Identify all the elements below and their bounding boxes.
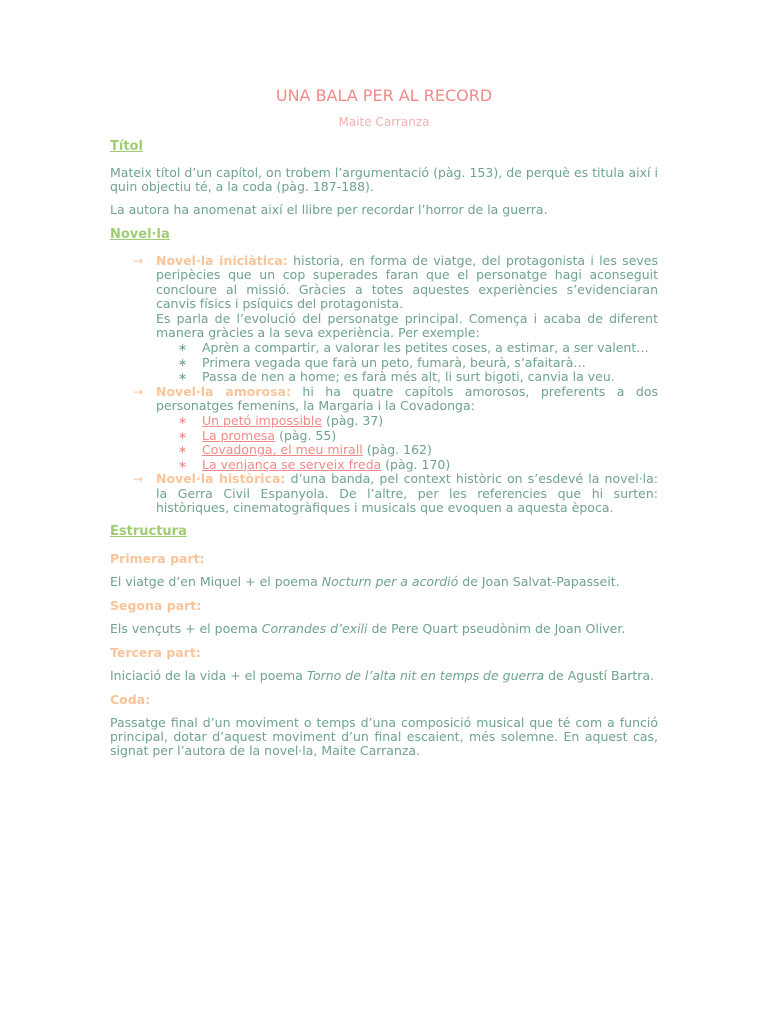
historica-label: Novel·la històrica: xyxy=(156,471,286,487)
list-item xyxy=(178,413,658,429)
titol-paragraph-2: La autora ha anomenat així el llibre per recordar l’horror de la guerra. xyxy=(110,202,548,217)
chapter-page: (pàg. 37) xyxy=(326,413,384,429)
arrow-bullet-icon: → xyxy=(133,472,144,487)
chapter-link-1[interactable]: Un petó impossible xyxy=(202,413,323,429)
titol-paragraph-1: Mateix títol d’un capítol, on trobem l’argumentació (pàg. 153), de perquè es titula així i quin objectiu té, a la coda (pàg. 187-188). xyxy=(110,165,658,194)
poem-title: Torno de l’alta nit en temps de guerra xyxy=(306,668,545,684)
star-bullet-icon: ∗ xyxy=(178,341,188,355)
heading-tercera-part: Tercera part: xyxy=(110,645,201,661)
part-text: Els vençuts + el poema xyxy=(110,621,258,637)
example-text: Primera vegada que farà un peto, fumarà, beurà, s’afaitarà… xyxy=(202,354,586,370)
chapter-link-4[interactable]: La venjança se serveix freda xyxy=(202,456,382,472)
list-item xyxy=(178,456,658,472)
star-bullet-icon: ∗ xyxy=(178,428,188,442)
part-text: de Agustí Bartra. xyxy=(548,668,655,684)
star-bullet-icon: ∗ xyxy=(178,457,188,471)
star-bullet-icon: ∗ xyxy=(178,370,188,384)
document-author: Maite Carranza xyxy=(338,115,430,129)
tercera-part-text xyxy=(110,669,658,683)
poem-title: Corrandes d’exili xyxy=(261,621,368,637)
part-text: de Pere Quart pseudònim de Joan Oliver. xyxy=(371,621,626,637)
arrow-bullet-icon: → xyxy=(133,384,144,399)
primera-part-text xyxy=(110,575,658,589)
historica-text: d’una banda, pel context històric on s’esdevé la novel·la: la Gerra Civil Espanyola. De l’altre, per les referencies que hi surten: històriques, cinematogràfiques i musicals que evoquen a aquesta època. xyxy=(156,471,658,515)
star-bullet-icon: ∗ xyxy=(178,355,188,369)
list-item-historica xyxy=(133,471,658,515)
part-text: de Joan Salvat-Papasseit. xyxy=(462,574,620,590)
iniciatica-label: Novel·la iniciàtica: xyxy=(156,253,288,268)
iniciatica-text: historia, en forma de viatge, del protagonista i les seves peripècies que un cop superades faran que el personatge hagi aconseguit concloure al missió. Gràcies a totes aquestes experiències s’evidenciaran canvis físics i psíquics del protagonista. xyxy=(156,253,658,312)
amorosa-chapters xyxy=(156,414,658,472)
part-text: Iniciació de la vida + el poema xyxy=(110,668,303,684)
star-bullet-icon: ∗ xyxy=(178,443,188,457)
amorosa-text: hi ha quatre capítols amorosos, preferents a dos personatges femenins, la Margaria i la Covadonga: xyxy=(156,383,658,414)
list-item xyxy=(178,340,658,356)
arrow-bullet-icon: → xyxy=(133,254,144,268)
heading-novella: Novel·la xyxy=(110,227,170,242)
coda-text: Passatge final d’un moviment o temps d’una composició musical que té com a funció principal, dotar d’aquest moviment d’un final escaient, més solemne. En aquest cas, signat per l’autora de la novel·la, Maite Carranza. xyxy=(110,715,658,759)
segona-part-text xyxy=(110,622,658,636)
iniciatica-examples xyxy=(156,341,658,384)
document-content xyxy=(110,86,658,767)
star-bullet-icon: ∗ xyxy=(178,414,188,428)
heading-coda: Coda: xyxy=(110,692,151,708)
chapter-link-2[interactable]: La promesa xyxy=(202,427,276,443)
novella-list xyxy=(110,254,658,515)
example-text: Aprèn a compartir, a valorar les petites coses, a estimar, a ser valent… xyxy=(202,340,649,356)
chapter-link-3[interactable]: Covadonga, el meu mirall xyxy=(202,442,363,458)
list-item-amorosa xyxy=(133,383,658,472)
list-item-iniciatica xyxy=(133,253,658,385)
list-item xyxy=(178,427,658,443)
example-text: Passa de nen a home; es farà més alt, li surt bigoti, canvia la veu. xyxy=(202,369,615,385)
heading-estructura: Estructura xyxy=(110,524,187,540)
heading-titol: Títol xyxy=(110,139,143,154)
iniciatica-text-2: Es parla de l’evolució del personatge principal. Comença i acaba de diferent manera gràcies a la seva experiència. Per exemple: xyxy=(156,310,658,341)
list-item xyxy=(178,354,658,370)
heading-primera-part: Primera part: xyxy=(110,551,205,567)
part-text: El viatge d’en Miquel + el poema xyxy=(110,574,318,590)
list-item xyxy=(178,369,658,385)
poem-title: Nocturn per a acordió xyxy=(321,574,459,590)
list-item xyxy=(178,442,658,458)
amorosa-label: Novel·la amorosa: xyxy=(156,383,291,399)
document-title: UNA BALA PER AL RECORD xyxy=(275,86,493,105)
chapter-page: (pàg. 162) xyxy=(366,442,432,458)
chapter-page: (pàg. 170) xyxy=(385,456,451,472)
chapter-page: (pàg. 55) xyxy=(279,427,337,443)
heading-segona-part: Segona part: xyxy=(110,598,202,614)
